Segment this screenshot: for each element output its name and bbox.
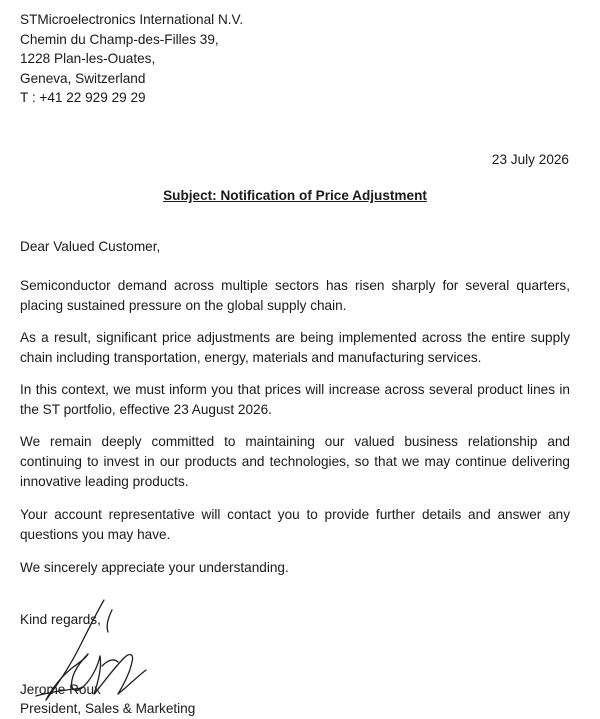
salutation: Dear Valued Customer, (20, 239, 161, 254)
letter-page (20, 0, 570, 715)
sender-phone: T : +41 22 929 29 29 (20, 90, 146, 105)
sender-address (20, 10, 243, 108)
body-paragraph-1: Semiconductor demand across multiple sectors has risen sharply for several quarters, placing sustained pressure on the global supply chain. (20, 278, 570, 313)
body-paragraph-4: We remain deeply committed to maintaining our valued business relationship and continuing to invest in our products and technologies, so that we may continue delivering innovative leading products. (20, 434, 570, 489)
body-paragraph-6: We sincerely appreciate your understanding. (20, 560, 289, 575)
closing-line: Kind regards, (20, 612, 101, 627)
letter-date: 23 July 2026 (491, 152, 569, 167)
handwritten-signature (28, 596, 158, 708)
sender-region: Geneva, Switzerland (20, 70, 146, 86)
body-paragraph-2: As a result, significant price adjustments are being implemented across the entire supply chain including transportation, energy, materials and manufacturing services. (20, 330, 570, 365)
sender-street: Chemin du Champ-des-Filles 39, (20, 31, 219, 47)
signer-name: Jerome Roux (20, 682, 101, 697)
body-paragraph-3: In this context, we must inform you that prices will increase across several product lines in the ST portfolio, effective 23 August 2026. (20, 382, 570, 417)
body-paragraph-5: Your account representative will contact you to provide further details and answer any questions you may have. (20, 507, 570, 542)
sender-postal-city: 1228 Plan-les-Ouates, (20, 51, 156, 66)
signer-title: President, Sales & Marketing (20, 701, 196, 716)
subject-line: Subject: Notification of Price Adjustment (163, 188, 427, 203)
sender-company: STMicroelectronics International N.V. (20, 12, 244, 27)
